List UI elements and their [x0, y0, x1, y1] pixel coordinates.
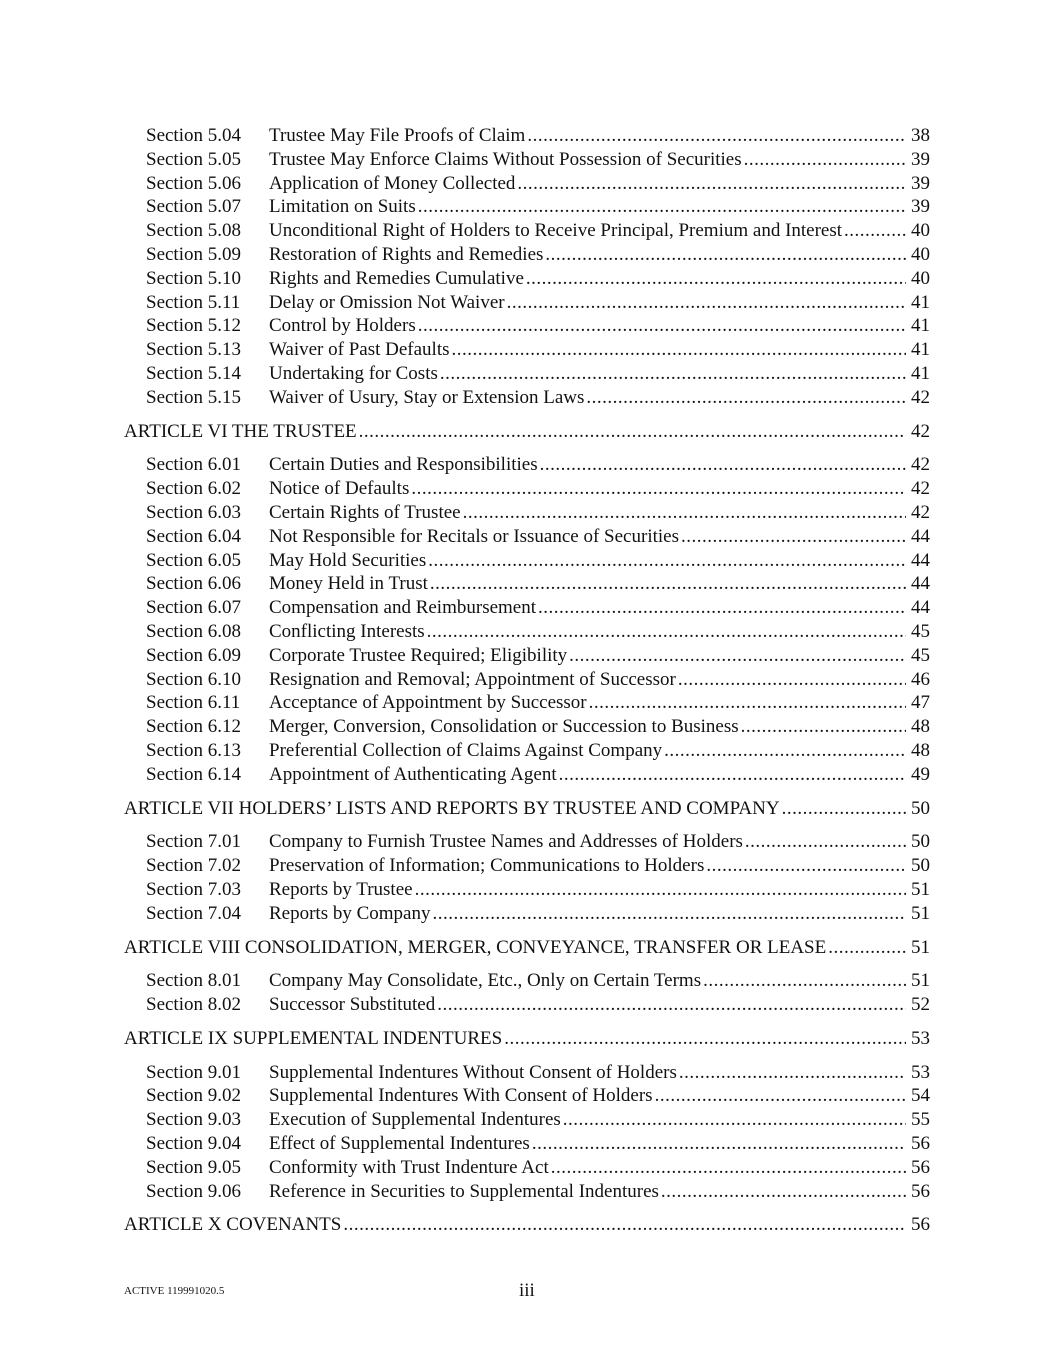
toc-dot-leader — [540, 453, 906, 477]
toc-section-entry[interactable] — [124, 691, 930, 715]
toc-section-entry[interactable] — [124, 195, 930, 219]
toc-section-entry[interactable] — [124, 572, 930, 596]
toc-section-entry[interactable] — [124, 830, 930, 854]
toc-section-entry[interactable] — [124, 1061, 930, 1085]
toc-section-entry[interactable] — [124, 549, 930, 573]
toc-dot-leader — [681, 525, 906, 549]
toc-section-title: Corporate Trustee Required; Eligibility — [269, 644, 568, 666]
toc-section-entry[interactable] — [124, 620, 930, 644]
toc-page-number: 44 — [911, 549, 930, 571]
toc-section-entry[interactable] — [124, 338, 930, 362]
toc-dot-leader — [782, 797, 906, 821]
toc-section-entry[interactable] — [124, 993, 930, 1017]
toc-article-title: ARTICLE VI THE TRUSTEE — [124, 420, 357, 442]
toc-article-title: ARTICLE X COVENANTS — [124, 1214, 342, 1236]
toc-section-entry[interactable] — [124, 1180, 930, 1204]
toc-dot-leader — [527, 124, 906, 148]
toc-article-title: ARTICLE VII HOLDERS’ LISTS AND REPORTS BY TRUSTEE AND COMPANY — [124, 797, 780, 819]
toc-dot-leader — [545, 243, 906, 267]
toc-page-number: 45 — [911, 644, 930, 666]
toc-section-number: Section 6.07 — [146, 597, 241, 619]
toc-section-number: Section 6.01 — [146, 454, 241, 476]
toc-dot-leader — [538, 596, 906, 620]
toc-page-number: 56 — [911, 1133, 930, 1155]
toc-section-number: Section 5.10 — [146, 267, 241, 289]
toc-section-title: Resignation and Removal; Appointment of Successor — [269, 668, 676, 690]
toc-dot-leader — [744, 148, 906, 172]
toc-section-number: Section 6.13 — [146, 739, 241, 761]
toc-section-entry[interactable] — [124, 596, 930, 620]
toc-section-number: Section 6.03 — [146, 501, 241, 523]
toc-section-title: Application of Money Collected — [269, 172, 516, 194]
footer-document-id: ACTIVE 119991020.5 — [124, 1285, 225, 1297]
toc-page-number: 51 — [911, 878, 930, 900]
toc-section-title: Reference in Securities to Supplemental Indentures — [269, 1180, 659, 1202]
toc-section-title: Not Responsible for Recitals or Issuance of Securities — [269, 525, 679, 547]
toc-section-title: Waiver of Past Defaults — [269, 339, 450, 361]
toc-section-title: Merger, Conversion, Consolidation or Succession to Business — [269, 716, 739, 738]
toc-dot-leader — [655, 1084, 906, 1108]
toc-section-entry[interactable] — [124, 715, 930, 739]
toc-article-entry[interactable] — [124, 1213, 930, 1237]
toc-dot-leader — [517, 172, 906, 196]
toc-dot-leader — [563, 1108, 906, 1132]
toc-page-number: 51 — [911, 936, 930, 958]
toc-section-title: Trustee May Enforce Claims Without Possession of Securities — [269, 148, 742, 170]
toc-page-number: 50 — [911, 797, 930, 819]
toc-section-number: Section 9.02 — [146, 1085, 241, 1107]
toc-section-number: Section 5.11 — [146, 291, 241, 313]
toc-section-number: Section 7.04 — [146, 902, 241, 924]
toc-section-number: Section 6.14 — [146, 763, 241, 785]
toc-dot-leader — [418, 195, 906, 219]
toc-dot-leader — [463, 501, 906, 525]
toc-section-number: Section 9.06 — [146, 1180, 241, 1202]
toc-section-entry[interactable] — [124, 902, 930, 926]
toc-section-number: Section 6.04 — [146, 525, 241, 547]
toc-page-number: 45 — [911, 620, 930, 642]
toc-dot-leader — [440, 362, 906, 386]
toc-section-title: Notice of Defaults — [269, 478, 410, 500]
toc-section-title: Trustee May File Proofs of Claim — [269, 125, 526, 146]
toc-section-title: Certain Rights of Trustee — [269, 501, 461, 523]
toc-section-number: Section 5.05 — [146, 148, 241, 170]
toc-section-entry[interactable] — [124, 1156, 930, 1180]
toc-section-title: Limitation on Suits — [269, 196, 416, 218]
toc-section-entry[interactable] — [124, 1132, 930, 1156]
toc-section-title: Waiver of Usury, Stay or Extension Laws — [269, 386, 585, 408]
toc-section-entry[interactable] — [124, 739, 930, 763]
toc-page-number: 44 — [911, 573, 930, 595]
toc-section-number: Section 5.12 — [146, 315, 241, 337]
toc-dot-leader — [411, 477, 906, 501]
toc-section-entry[interactable] — [124, 453, 930, 477]
toc-section-number: Section 6.11 — [146, 692, 241, 714]
toc-page-number: 41 — [911, 291, 930, 313]
toc-dot-leader — [359, 420, 906, 444]
toc-section-number: Section 9.05 — [146, 1156, 241, 1178]
toc-page-number: 40 — [911, 220, 930, 242]
toc-dot-leader — [745, 830, 906, 854]
toc-section-number: Section 8.01 — [146, 970, 241, 992]
toc-section-title: Certain Duties and Responsibilities — [269, 454, 538, 476]
toc-section-number: Section 9.01 — [146, 1061, 241, 1083]
toc-section-number: Section 6.05 — [146, 549, 241, 571]
toc-dot-leader — [844, 219, 906, 243]
toc-page-number: 52 — [911, 994, 930, 1016]
toc-section-title: Money Held in Trust — [269, 573, 428, 595]
toc-section-title: Preferential Collection of Claims Against Company — [269, 739, 663, 761]
toc-dot-leader — [437, 993, 906, 1017]
toc-section-entry[interactable] — [124, 878, 930, 902]
toc-section-entry[interactable] — [124, 477, 930, 501]
toc-section-number: Section 6.10 — [146, 668, 241, 690]
toc-section-title: Conflicting Interests — [269, 620, 425, 642]
toc-dot-leader — [418, 314, 906, 338]
toc-page-number: 42 — [911, 386, 930, 408]
toc-section-entry[interactable] — [124, 1084, 930, 1108]
toc-page-number: 42 — [911, 501, 930, 523]
toc-page-number: 53 — [911, 1027, 930, 1049]
toc-page-number: 41 — [911, 362, 930, 384]
toc-dot-leader — [415, 878, 906, 902]
toc-page-number: 38 — [911, 125, 930, 146]
toc-page-number: 53 — [911, 1061, 930, 1083]
toc-section-title: Control by Holders — [269, 315, 416, 337]
toc-dot-leader — [678, 668, 906, 692]
table-of-contents — [124, 124, 930, 1247]
toc-section-number: Section 5.07 — [146, 196, 241, 218]
toc-section-title: Reports by Company — [269, 902, 431, 924]
toc-section-number: Section 9.03 — [146, 1109, 241, 1131]
toc-dot-leader — [551, 1156, 906, 1180]
toc-page-number: 50 — [911, 855, 930, 877]
toc-dot-leader — [532, 1132, 906, 1156]
toc-section-number: Section 9.04 — [146, 1133, 241, 1155]
toc-section-title: Supplemental Indentures With Consent of Holders — [269, 1085, 653, 1107]
toc-section-entry[interactable] — [124, 969, 930, 993]
toc-dot-leader — [427, 620, 906, 644]
toc-section-number: Section 7.01 — [146, 831, 241, 853]
toc-section-title: Company May Consolidate, Etc., Only on Certain Terms — [269, 970, 702, 992]
toc-section-title: Execution of Supplemental Indentures — [269, 1109, 561, 1131]
toc-section-number: Section 6.06 — [146, 573, 241, 595]
toc-page-number: 54 — [911, 1085, 930, 1107]
toc-section-entry[interactable] — [124, 172, 930, 196]
toc-section-number: Section 5.14 — [146, 362, 241, 384]
toc-dot-leader — [664, 739, 906, 763]
toc-section-title: Undertaking for Costs — [269, 362, 438, 384]
toc-section-title: Delay or Omission Not Waiver — [269, 291, 505, 313]
toc-page-number: 48 — [911, 716, 930, 738]
toc-section-title: Appointment of Authenticating Agent — [269, 763, 557, 785]
toc-dot-leader — [569, 644, 906, 668]
toc-page-number: 47 — [911, 692, 930, 714]
toc-article-entry[interactable] — [124, 797, 930, 821]
toc-page-number: 48 — [911, 739, 930, 761]
toc-dot-leader — [507, 291, 906, 315]
toc-page-number: 39 — [911, 196, 930, 218]
toc-section-entry[interactable] — [124, 1108, 930, 1132]
toc-section-entry[interactable] — [124, 501, 930, 525]
toc-section-entry[interactable] — [124, 148, 930, 172]
toc-section-number: Section 5.04 — [146, 125, 241, 146]
toc-page-number: 55 — [911, 1109, 930, 1131]
toc-dot-leader — [586, 386, 906, 410]
toc-page-number: 49 — [911, 763, 930, 785]
toc-dot-leader — [661, 1180, 906, 1204]
toc-page-number: 56 — [911, 1156, 930, 1178]
toc-page-number: 56 — [911, 1180, 930, 1202]
toc-page-number: 51 — [911, 902, 930, 924]
toc-page-number: 42 — [911, 454, 930, 476]
toc-section-title: May Hold Securities — [269, 549, 427, 571]
toc-section-entry[interactable] — [124, 362, 930, 386]
toc-section-entry[interactable] — [124, 644, 930, 668]
toc-section-title: Restoration of Rights and Remedies — [269, 243, 544, 265]
toc-section-title: Supplemental Indentures Without Consent of Holders — [269, 1061, 677, 1083]
toc-section-title: Rights and Remedies Cumulative — [269, 267, 524, 289]
toc-page-number: 56 — [911, 1214, 930, 1236]
toc-page-number: 39 — [911, 172, 930, 194]
toc-article-title: ARTICLE IX SUPPLEMENTAL INDENTURES — [124, 1027, 503, 1049]
toc-dot-leader — [703, 969, 906, 993]
toc-section-number: Section 5.08 — [146, 220, 241, 242]
toc-page-number: 50 — [911, 831, 930, 853]
toc-dot-leader — [452, 338, 907, 362]
toc-page-number: 39 — [911, 148, 930, 170]
toc-article-entry[interactable] — [124, 936, 930, 960]
toc-section-title: Effect of Supplemental Indentures — [269, 1133, 530, 1155]
toc-section-number: Section 5.09 — [146, 243, 241, 265]
footer-page-number: iii — [519, 1280, 535, 1301]
toc-dot-leader — [679, 1061, 906, 1085]
toc-section-entry[interactable] — [124, 291, 930, 315]
toc-page-number: 40 — [911, 243, 930, 265]
toc-section-title: Successor Substituted — [269, 994, 436, 1016]
toc-section-title: Compensation and Reimbursement — [269, 597, 537, 619]
toc-section-number: Section 8.02 — [146, 994, 241, 1016]
toc-section-title: Company to Furnish Trustee Names and Addresses of Holders — [269, 831, 743, 853]
toc-dot-leader — [706, 854, 906, 878]
toc-section-number: Section 7.02 — [146, 855, 241, 877]
toc-section-entry[interactable] — [124, 668, 930, 692]
toc-section-entry[interactable] — [124, 386, 930, 410]
toc-page-number: 44 — [911, 525, 930, 547]
toc-page-number: 40 — [911, 267, 930, 289]
toc-page-number: 41 — [911, 339, 930, 361]
toc-dot-leader — [433, 902, 907, 926]
toc-page-number: 44 — [911, 597, 930, 619]
toc-section-entry[interactable] — [124, 124, 930, 148]
toc-section-number: Section 6.08 — [146, 620, 241, 642]
toc-page-number: 46 — [911, 668, 930, 690]
toc-section-entry[interactable] — [124, 525, 930, 549]
toc-dot-leader — [504, 1027, 906, 1051]
toc-section-title: Preservation of Information; Communications to Holders — [269, 855, 705, 877]
toc-page-number: 42 — [911, 478, 930, 500]
toc-page-number: 51 — [911, 970, 930, 992]
toc-section-title: Conformity with Trust Indenture Act — [269, 1156, 549, 1178]
toc-section-entry[interactable] — [124, 219, 930, 243]
toc-section-entry[interactable] — [124, 314, 930, 338]
toc-section-title: Reports by Trustee — [269, 878, 413, 900]
toc-dot-leader — [559, 763, 906, 787]
toc-section-number: Section 5.15 — [146, 386, 241, 408]
toc-dot-leader — [589, 691, 906, 715]
toc-section-entry[interactable] — [124, 763, 930, 787]
toc-section-number: Section 6.09 — [146, 644, 241, 666]
toc-section-title: Acceptance of Appointment by Successor — [269, 692, 587, 714]
toc-section-number: Section 6.02 — [146, 478, 241, 500]
toc-dot-leader — [828, 936, 906, 960]
toc-dot-leader — [430, 572, 906, 596]
toc-article-title: ARTICLE VIII CONSOLIDATION, MERGER, CONVEYANCE, TRANSFER OR LEASE — [124, 936, 827, 958]
toc-section-number: Section 6.12 — [146, 716, 241, 738]
toc-section-number: Section 5.06 — [146, 172, 241, 194]
toc-dot-leader — [343, 1213, 906, 1237]
toc-section-entry[interactable] — [124, 243, 930, 267]
toc-section-entry[interactable] — [124, 267, 930, 291]
toc-dot-leader — [428, 549, 906, 573]
toc-section-number: Section 5.13 — [146, 339, 241, 361]
toc-page-number: 42 — [911, 420, 930, 442]
toc-article-entry[interactable] — [124, 420, 930, 444]
toc-section-entry[interactable] — [124, 854, 930, 878]
toc-dot-leader — [741, 715, 906, 739]
toc-section-title: Unconditional Right of Holders to Receive Principal, Premium and Interest — [269, 220, 843, 242]
toc-article-entry[interactable] — [124, 1027, 930, 1051]
toc-page-number: 41 — [911, 315, 930, 337]
toc-dot-leader — [526, 267, 906, 291]
toc-section-number: Section 7.03 — [146, 878, 241, 900]
